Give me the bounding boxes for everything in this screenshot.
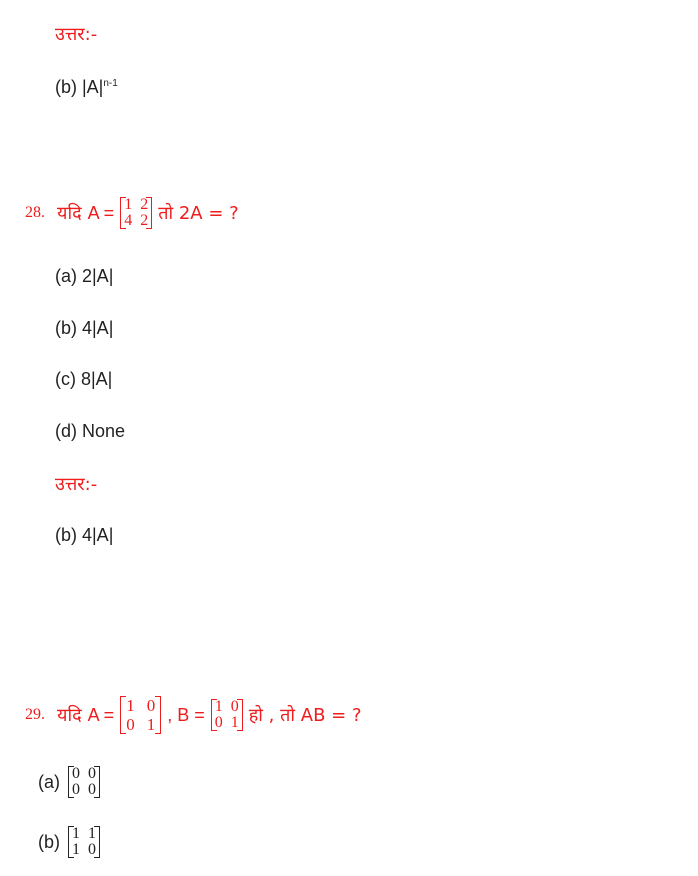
answer-28: (b) 4|A| [55,525,114,545]
matrix-a-29 [120,696,161,734]
question-28-tail: तो 2A = ? [158,203,239,224]
question-28 [25,197,239,229]
matrix-cell: 1 [214,698,223,715]
matrix-cell: 1 [126,696,135,715]
matrix-cell: 0 [72,765,80,782]
matrix-cell: 0 [146,696,156,715]
option-29-b[interactable] [38,826,100,858]
matrix-a-28 [120,197,152,229]
matrix-cell: 0 [230,698,239,715]
question-28-lead: यदि [57,203,82,224]
matrix-cell: 1 [88,825,96,842]
question-29-number: 29. [25,706,45,723]
matrix-cell: 2 [140,196,149,213]
question-28-number: 28. [25,204,45,221]
option-29-b-matrix [68,826,100,858]
answer-heading-28: उत्तर:- [55,474,98,495]
question-29 [25,696,362,734]
answer-heading-27: उत्तर:- [55,24,98,45]
matrix-cell: 1 [146,715,156,734]
question-28-a-eq: A = [87,202,115,223]
matrix-cell: 1 [72,841,80,858]
option-28-a[interactable]: (a) 2|A| [55,266,114,286]
matrix-cell: 0 [126,715,135,734]
matrix-cell: 0 [88,781,96,798]
question-29-tail: हो , तो AB = ? [248,705,362,726]
matrix-cell: 1 [230,714,239,731]
matrix-b-29 [211,699,243,731]
matrix-cell: 1 [124,196,133,213]
option-29-a-matrix [68,766,100,798]
answer-27 [55,77,118,98]
option-29-a-label: (a) [38,771,60,792]
option-28-d[interactable]: (d) None [55,421,126,441]
matrix-cell: 0 [72,781,80,798]
matrix-cell: 0 [214,714,223,731]
question-29-lead: यदि [57,705,82,726]
matrix-cell: 0 [88,765,96,782]
answer-27-exponent: n-1 [103,78,118,89]
matrix-cell: 1 [72,825,80,842]
option-29-a[interactable] [38,766,100,798]
matrix-cell: 0 [88,841,96,858]
option-28-c[interactable]: (c) 8|A| [55,369,113,389]
option-29-b-label: (b) [38,831,60,852]
question-29-b-eq: , B = [167,704,205,725]
answer-27-base: (b) |A| [55,77,104,97]
matrix-cell: 4 [124,212,133,229]
question-29-a-eq: A = [87,704,115,725]
option-28-b[interactable]: (b) 4|A| [55,318,114,338]
matrix-cell: 2 [140,212,149,229]
